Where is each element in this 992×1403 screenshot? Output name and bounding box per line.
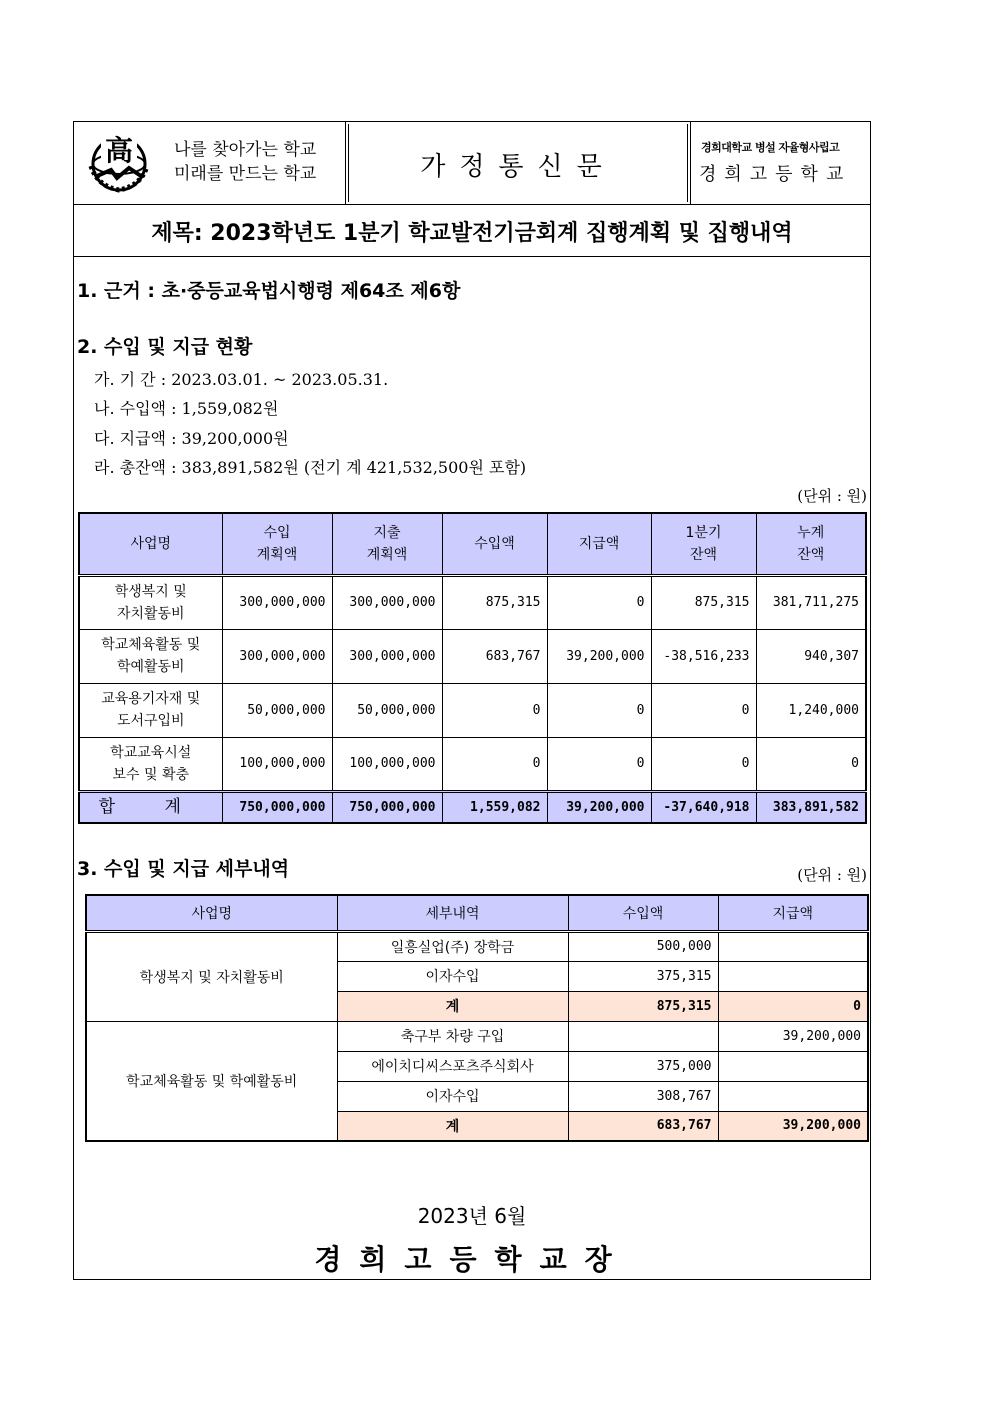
slogan-line-1: 나를 찾아가는 학교 (174, 140, 317, 160)
row-name: 학교교육시설 보수 및 확충 (79, 737, 222, 791)
unit-label: (단위 : 원) (797, 866, 867, 884)
col-header: 수입액 (442, 513, 547, 575)
col-header: 수입액 (568, 895, 718, 931)
detail-item: 일흥실업(주) 장학금 (337, 931, 568, 961)
newsletter-title-box (345, 122, 691, 204)
table-row (79, 737, 866, 791)
col-header: 지급액 (547, 513, 651, 575)
cell: 1,240,000 (756, 683, 866, 737)
group-name: 학교체육활동 및 학예활동비 (86, 1021, 337, 1141)
period-line: 가. 기 간 : 2023.03.01. ~ 2023.05.31. (94, 370, 389, 389)
svg-text:高: 高 (104, 134, 134, 167)
cell: 0 (756, 737, 866, 791)
cell: 0 (547, 683, 651, 737)
detail-item: 이자수입 (337, 961, 568, 991)
group-name: 학생복지 및 자치활동비 (86, 931, 337, 1021)
unit-label: (단위 : 원) (797, 487, 867, 505)
school-slogan (174, 138, 316, 186)
cell (718, 931, 868, 961)
school-emblem-icon (83, 130, 155, 194)
cell: 50,000,000 (332, 683, 442, 737)
cell: 683,767 (442, 629, 547, 683)
cell: 0 (547, 575, 651, 629)
subtotal-label: 계 (337, 1111, 568, 1141)
cell: 1,559,082 (442, 791, 547, 823)
cell: 875,315 (442, 575, 547, 629)
cell: 300,000,000 (222, 575, 332, 629)
balance-line: 라. 총잔액 : 383,891,582원 (전기 계 421,532,500원 포함) (94, 458, 527, 477)
detail-table (85, 894, 869, 1142)
detail-header-row (86, 895, 868, 931)
cell: 0 (651, 683, 756, 737)
cell: 39,200,000 (718, 1111, 868, 1141)
summary-header-row (79, 513, 866, 575)
cell: 940,307 (756, 629, 866, 683)
notice-frame (73, 121, 871, 1280)
cell: 39,200,000 (718, 1021, 868, 1051)
cell: 300,000,000 (332, 575, 442, 629)
table-row (79, 575, 866, 629)
cell: 383,891,582 (756, 791, 866, 823)
expense-line: 다. 지급액 : 39,200,000원 (94, 429, 289, 448)
principal-signature: 경희고등학교장 (314, 1243, 630, 1276)
col-header: 사업명 (86, 895, 337, 931)
cell: 875,315 (651, 575, 756, 629)
cell: 300,000,000 (222, 629, 332, 683)
table-row (79, 629, 866, 683)
col-header: 사업명 (79, 513, 222, 575)
table-row (79, 683, 866, 737)
document-title-row (74, 204, 870, 257)
table-row (86, 1021, 868, 1051)
cell: 500,000 (568, 931, 718, 961)
detail-item: 축구부 차량 구입 (337, 1021, 568, 1051)
cell: 100,000,000 (332, 737, 442, 791)
issue-date: 2023년 6월 (417, 1204, 527, 1228)
cell: 39,200,000 (547, 629, 651, 683)
col-header: 지출 계획액 (332, 513, 442, 575)
section-3-heading: 3. 수입 및 지급 세부내역 (77, 858, 290, 880)
cell: 381,711,275 (756, 575, 866, 629)
cell: 100,000,000 (222, 737, 332, 791)
col-header: 세부내역 (337, 895, 568, 931)
cell: 0 (547, 737, 651, 791)
header (74, 122, 870, 205)
row-name: 교육용기자재 및 도서구입비 (79, 683, 222, 737)
cell (718, 1051, 868, 1081)
school-subtitle: 경희대학교 병설 자율형사립고 (701, 141, 840, 154)
cell: 300,000,000 (332, 629, 442, 683)
document-title: 제목: 2023학년도 1분기 학교발전기금회계 집행계획 및 집행내역 (151, 221, 793, 246)
cell (718, 1081, 868, 1111)
subtotal-label: 계 (337, 991, 568, 1021)
cell: 875,315 (568, 991, 718, 1021)
cell: 0 (442, 737, 547, 791)
newsletter-title: 가정통신문 (420, 152, 616, 182)
cell: 375,315 (568, 961, 718, 991)
cell: 39,200,000 (547, 791, 651, 823)
col-header: 누계 잔액 (756, 513, 866, 575)
cell (718, 961, 868, 991)
cell: 375,000 (568, 1051, 718, 1081)
row-name: 학교체육활동 및 학예활동비 (79, 629, 222, 683)
col-header: 수입 계획액 (222, 513, 332, 575)
cell: 0 (651, 737, 756, 791)
slogan-line-2: 미래를 만드는 학교 (174, 164, 317, 184)
cell: 50,000,000 (222, 683, 332, 737)
section-1-basis: 1. 근거 : 초·중등교육법시행령 제64조 제6항 (77, 280, 461, 302)
total-row (79, 791, 866, 823)
school-name: 경희고등학교 (699, 164, 852, 185)
income-line: 나. 수입액 : 1,559,082원 (94, 399, 279, 418)
cell: 0 (718, 991, 868, 1021)
cell: 750,000,000 (332, 791, 442, 823)
table-row (86, 931, 868, 961)
cell: 683,767 (568, 1111, 718, 1141)
section-2-heading: 2. 수입 및 지급 현황 (77, 336, 253, 358)
detail-item: 에이치디씨스포츠주식회사 (337, 1051, 568, 1081)
cell: -37,640,918 (651, 791, 756, 823)
col-header: 지급액 (718, 895, 868, 931)
cell: -38,516,233 (651, 629, 756, 683)
total-label: 합 계 (79, 791, 222, 823)
cell (568, 1021, 718, 1051)
cell: 750,000,000 (222, 791, 332, 823)
cell: 0 (442, 683, 547, 737)
summary-table (78, 512, 867, 824)
detail-item: 이자수입 (337, 1081, 568, 1111)
col-header: 1분기 잔액 (651, 513, 756, 575)
cell: 308,767 (568, 1081, 718, 1111)
row-name: 학생복지 및 자치활동비 (79, 575, 222, 629)
